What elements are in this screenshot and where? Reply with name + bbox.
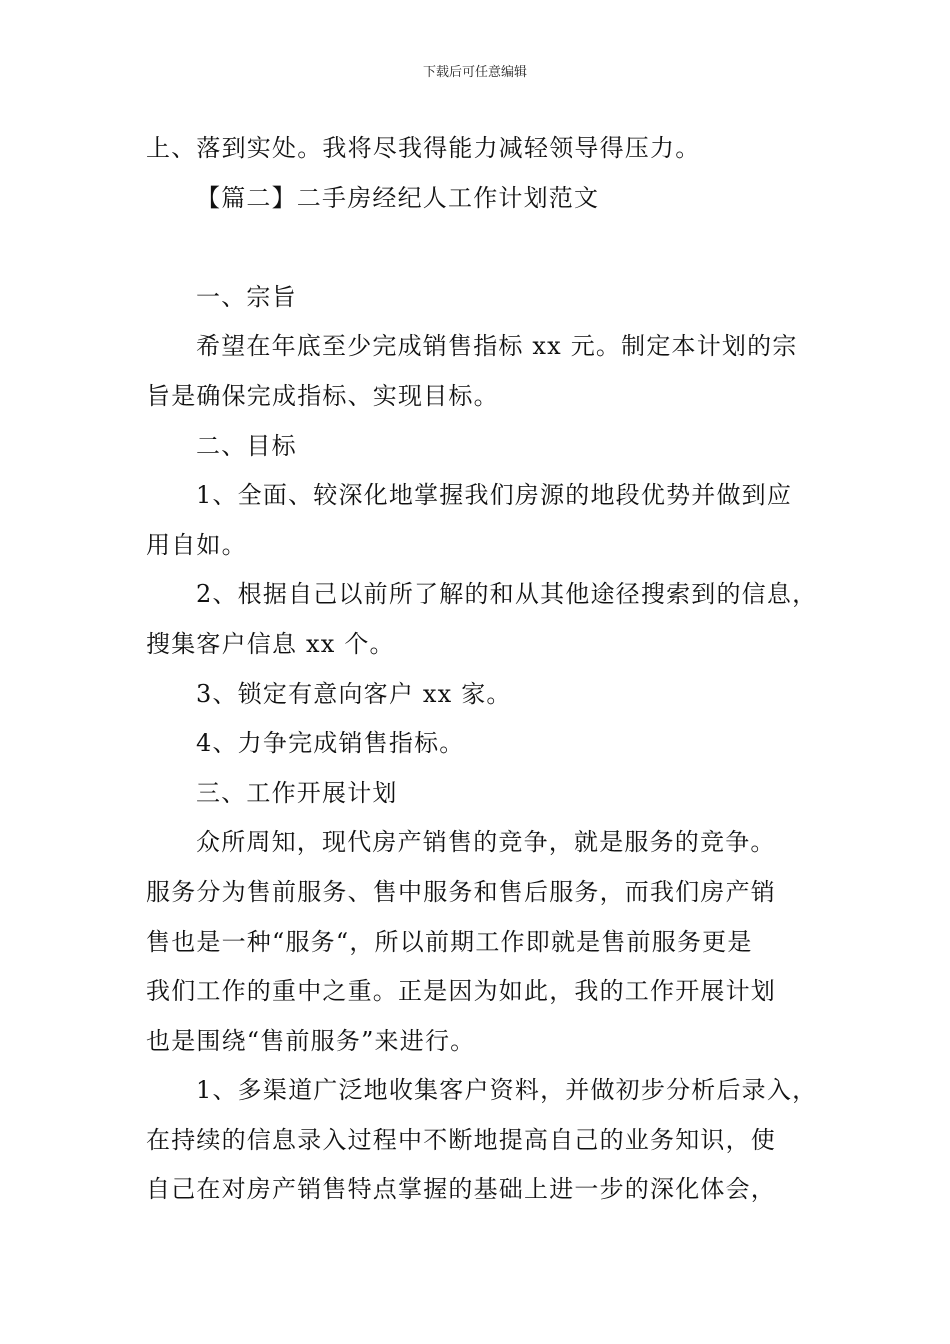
plan-item-1-line-3: 自己在对房产销售特点掌握的基础上进一步的深化体会， [146,1175,776,1204]
plan-paragraph-line-4: 我们工作的重中之重。正是因为如此，我的工作开展计划 [146,977,776,1006]
plan-paragraph-line-2: 服务分为售前服务、售中服务和售后服务，而我们房产销 [146,877,776,906]
plan-paragraph-line-3: 售也是一种“服务“，所以前期工作即就是售前服务更是 [146,927,753,956]
text-line-purpose-2: 旨是确保完成指标、实现目标。 [146,381,499,410]
blank-line [146,223,808,273]
goal-item-1: 1、全面、较深化地掌握我们房源的地段优势并做到应 [196,481,793,510]
heading-goals: 二、目标 [196,431,297,460]
plan-item-1-line-1: 1、多渠道广泛地收集客户资料，并做初步分析后录入， [196,1076,818,1105]
goal-item-3: 3、锁定有意向客户 xx 家。 [196,679,512,708]
goal-item-2: 2、根据自己以前所了解的和从其他途径搜索到的信息， [196,580,818,609]
goal-item-4: 4、力争完成销售指标。 [196,729,465,758]
text-line-1: 上、落到实处。我将尽我得能力减轻领导得压力。 [146,134,701,162]
heading-purpose: 一、宗旨 [196,282,297,311]
plan-item-1-line-2: 在持续的信息录入过程中不断地提高自己的业务知识，使 [146,1125,776,1154]
document-body [146,124,818,1215]
section-title-part-two: 【篇二】二手房经纪人工作计划范文 [196,183,600,212]
page-header: 下载后可任意编辑 [422,65,527,80]
plan-paragraph-line-1: 众所周知，现代房产销售的竞争，就是服务的竞争。 [196,828,776,857]
text-line-purpose-1: 希望在年底至少完成销售指标 xx 元。制定本计划的宗 [196,332,798,361]
heading-work-plan: 三、工作开展计划 [196,778,398,807]
goal-item-2-cont: 搜集客户信息 xx 个。 [146,629,395,658]
plan-paragraph-line-5: 也是围绕“售前服务”来进行。 [146,1026,476,1055]
goal-item-1-cont: 用自如。 [146,530,247,559]
